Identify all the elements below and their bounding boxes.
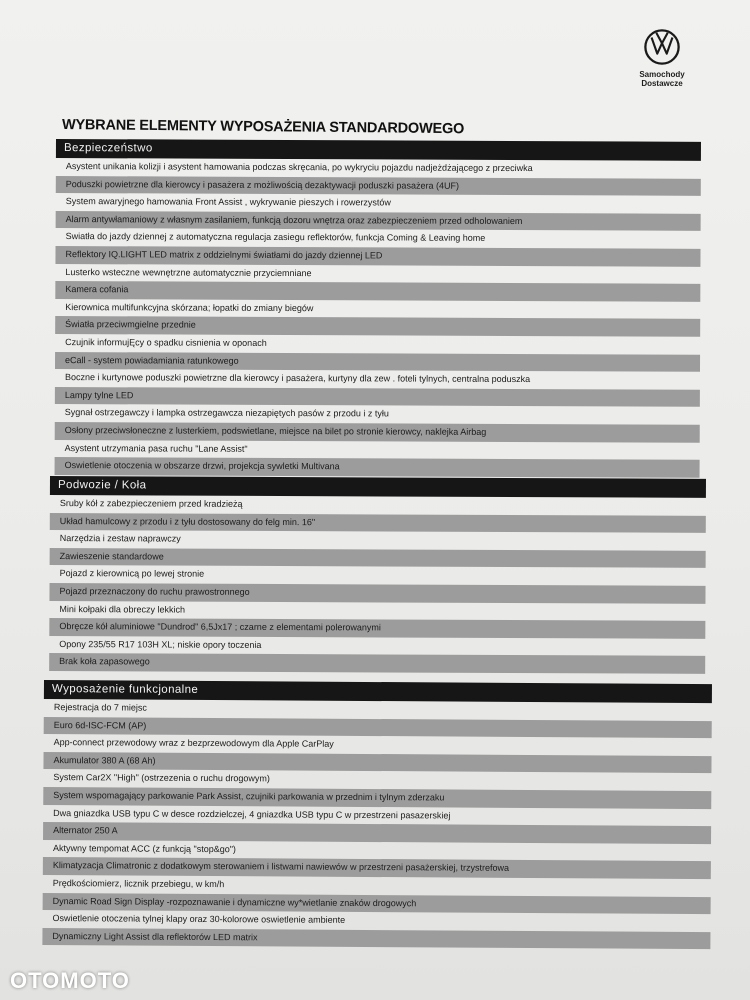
equipment-item: Asystent utrzymania pasa ruchu "Lane Assist" [64, 442, 248, 454]
equipment-item: Lampy tylne LED [55, 387, 700, 407]
brand-name-line1: Samochody [639, 70, 685, 79]
equipment-item: Boczne i kurtynowe poduszki powietrzne dla kierowcy i pasażera, kurtyny dla zew . foteli tylnych, centralna poduszka [64, 372, 531, 385]
equipment-item: Sygnał ostrzegawczy i lampka ostrzegawcza niezapiętych pasów z przodu i z tyłu [64, 407, 389, 419]
equipment-item: Euro 6d-ISC-FCM (AP) [44, 717, 712, 739]
equipment-item: System awaryjnego hamowania Front Assist , wykrywanie pieszych i rowerzystów [65, 196, 391, 208]
equipment-item: Akumulator 380 A (68 Ah) [43, 752, 711, 774]
equipment-item: Dwa gniazdka USB typu C w desce rozdzielczej, 4 gniazdka USB typu C w przestrzeni pasazerskiej [53, 807, 451, 821]
equipment-item: Pojazd z kierownicą po lewej stronie [59, 568, 205, 580]
otomoto-watermark: OTOMOTO [10, 968, 130, 993]
equipment-item: Klimatyzacja Climatronic z dodatkowym sterowaniem i listwami nawiewów w przestrzeni pasażerskiej, trzystrefowa [43, 857, 711, 879]
equipment-item: Pojazd przeznaczony do ruchu prawostronnego [49, 583, 705, 603]
equipment-item: App-connect przewodowy wraz z bezprzewodowym dla Apple CarPlay [53, 737, 334, 749]
equipment-item: Opony 235/55 R17 103H XL; niskie opory toczenia [59, 638, 262, 650]
equipment-item: Światła przeciwmgielne przednie [55, 316, 700, 336]
equipment-item: Zawieszenie standardowe [50, 548, 706, 568]
equipment-item: Brak koła zapasowego [49, 653, 705, 673]
equipment-item: Lusterko wsteczne wewnętrzne automatycznie przyciemniane [65, 266, 312, 278]
equipment-item: Osłony przeciwsłoneczne z lusterkiem, podswietlane, miejsce na bilet po stronie kierowcy, naklejka Airbag [55, 422, 700, 442]
equipment-item: Alternator 250 A [43, 822, 711, 844]
equipment-item: eCall - system powiadamiania ratunkowego [55, 352, 700, 372]
equipment-item: Dynamic Road Sign Display -rozpoznawanie i dynamiczne wy*wietlanie znaków drogowych [43, 893, 711, 915]
equipment-item: Rejestracja do 7 miejsc [53, 702, 147, 713]
equipment-item: Asystent unikania kolizji i asystent hamowania podczas skręcania, po wykryciu pojazdu nadjeżdżającego z przeciwka [65, 161, 533, 174]
equipment-item: Sruby kół z zabezpieczeniem przed kradzieżą [59, 498, 243, 509]
equipment-item: Reflektory IQ.LIGHT LED matrix z oddzielnymi światłami do jazdy dziennej LED [55, 246, 700, 266]
brand-name-line2: Dostawcze [641, 79, 683, 88]
section-podwozie-kola [49, 476, 706, 674]
equipment-item: Kierownica multifunkcyjna skórzana; łopatki do zmiany biegów [65, 301, 314, 313]
equipment-item: Aktywny tempomat ACC (z funkcją "stop&go") [52, 842, 236, 854]
equipment-item: System wspomagający parkowanie Park Assist, czujniki parkowania w przednim i tylnym zderzaku [43, 787, 711, 809]
document-title: WYBRANE ELEMENTY WYPOSAŻENIA STANDARDOWEGO [61, 117, 465, 138]
equipment-item: Alarm antywłamaniowy z własnym zasilaniem, funkcją dozoru wnętrza oraz zabezpieczeniem przed odholowaniem [56, 211, 701, 231]
section-header: Podwozie / Koła [50, 476, 706, 498]
equipment-item: Poduszki powietrzne dla kierowcy i pasażera z możliwością dezaktywacji poduszki pasażera (4UF) [56, 176, 701, 196]
equipment-item: Obręcze kół aluminiowe "Dundrod" 6,5Jx17 ; czarne z elementami polerowanymi [49, 618, 705, 638]
equipment-item: Oswietlenie otoczenia tylnej klapy oraz 30-kolorowe oswietlenie ambiente [52, 913, 346, 925]
section-header: Bezpieczeństwo [56, 139, 701, 161]
section-bezpieczenstwo [55, 139, 701, 477]
equipment-item: Układ hamulcowy z przodu i z tyłu dostosowany do felg min. 16" [50, 513, 706, 533]
equipment-item: Narzędzia i zestaw naprawczy [59, 533, 181, 544]
equipment-item: Mini kołpaki dla obreczy lekkich [59, 603, 186, 615]
equipment-item: Czujnik informujĘcy o spadku cisnienia w oponach [65, 336, 267, 348]
equipment-item: System Car2X "High" (ostrzezenia o ruchu drogowym) [53, 772, 270, 784]
section-header: Wyposażenie funkcjonalne [44, 680, 712, 703]
section-wyposazenie-funkcjonalne [42, 680, 712, 949]
equipment-item: Swiatła do jazdy dziennej z automatyczna regulacja zasiegu reflektorów, funkcja Coming & Leaving home [65, 231, 486, 244]
equipment-item: Dynamiczny Light Assist dla reflektorów LED matrix [42, 928, 710, 950]
equipment-item: Prędkościomierz, licznik przebiegu, w km/h [52, 877, 225, 890]
equipment-item: Kamera cofania [55, 281, 700, 301]
equipment-item: Oswietlenie otoczenia w obszarze drzwi, projekcja sywletki Multivana [55, 457, 700, 477]
